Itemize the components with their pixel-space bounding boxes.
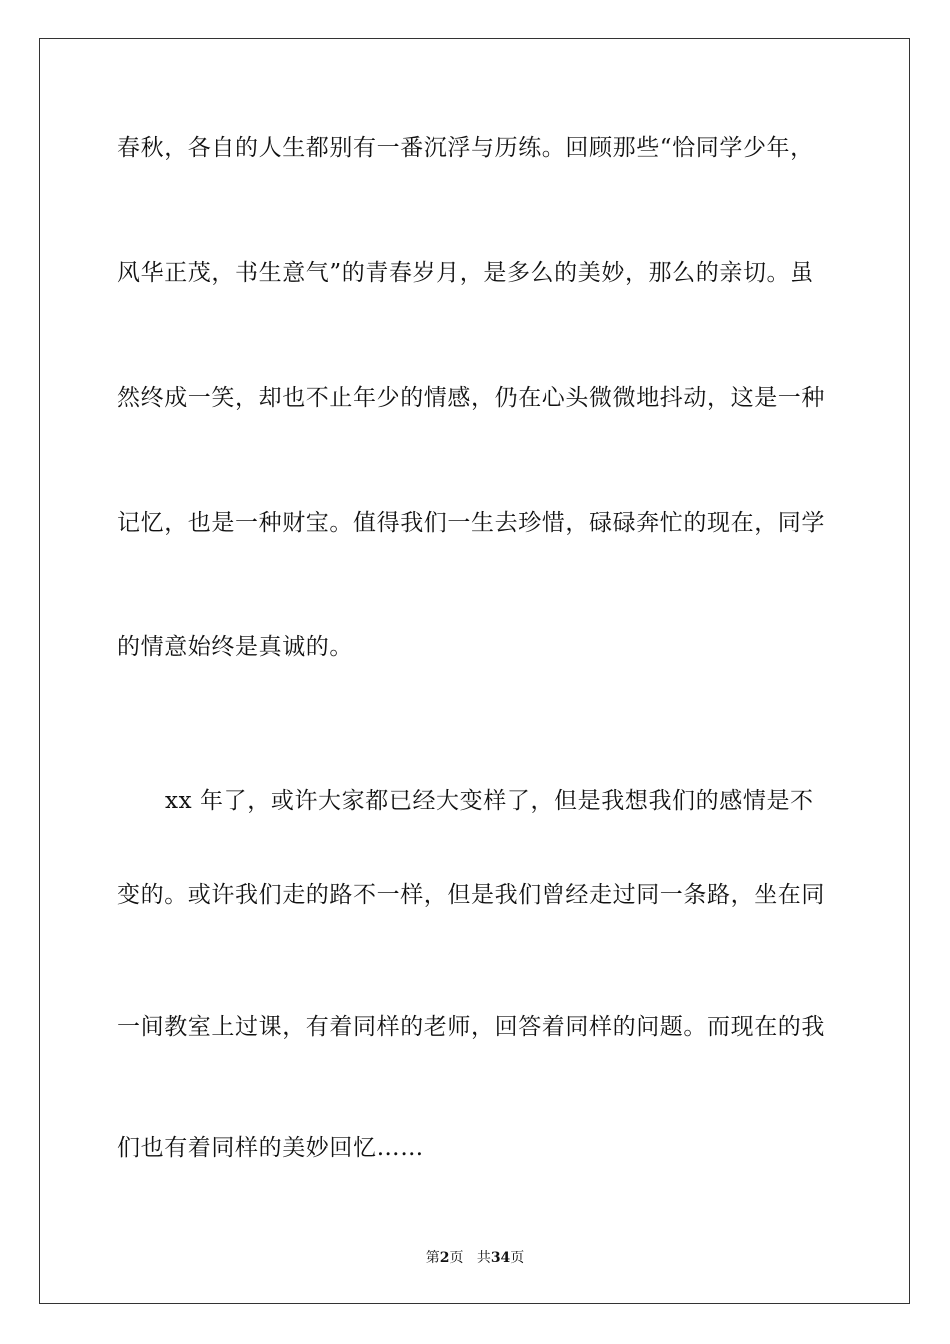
- paragraph-line: 们也有着同样的美妙回忆……: [117, 1135, 424, 1161]
- paragraph-line: xx 年了，或许大家都已经大变样了，但是我想我们的感情是不: [165, 788, 814, 814]
- total-prefix: 共: [476, 1250, 491, 1266]
- page-footer: [0, 1249, 950, 1267]
- paragraph-line: 春秋，各自的人生都别有一番沉浮与历练。回顾那些“恰同学少年，: [117, 135, 814, 161]
- paragraph-line: 记忆，也是一种财宝。值得我们一生去珍惜，碌碌奔忙的现在，同学: [117, 510, 825, 536]
- total-suffix: 页: [510, 1250, 525, 1266]
- paragraph-line: 一间教室上过课，有着同样的老师，回答着同样的问题。而现在的我: [117, 1014, 825, 1040]
- paragraph-line: 的情意始终是真诚的。: [117, 634, 353, 660]
- paragraph-line: 变的。或许我们走的路不一样，但是我们曾经走过同一条路，坐在同: [117, 882, 825, 908]
- page-current: 2: [439, 1250, 450, 1266]
- paragraph-line: 然终成一笑，却也不止年少的情感，仍在心头微微地抖动，这是一种: [117, 385, 825, 411]
- page-suffix: 页: [449, 1250, 464, 1266]
- page-total: 34: [490, 1250, 511, 1266]
- page-border: [39, 38, 910, 1304]
- paragraph-line: 风华正茂，书生意气”的青春岁月，是多么的美妙，那么的亲切。虽: [117, 260, 814, 286]
- page-prefix: 第: [425, 1250, 440, 1266]
